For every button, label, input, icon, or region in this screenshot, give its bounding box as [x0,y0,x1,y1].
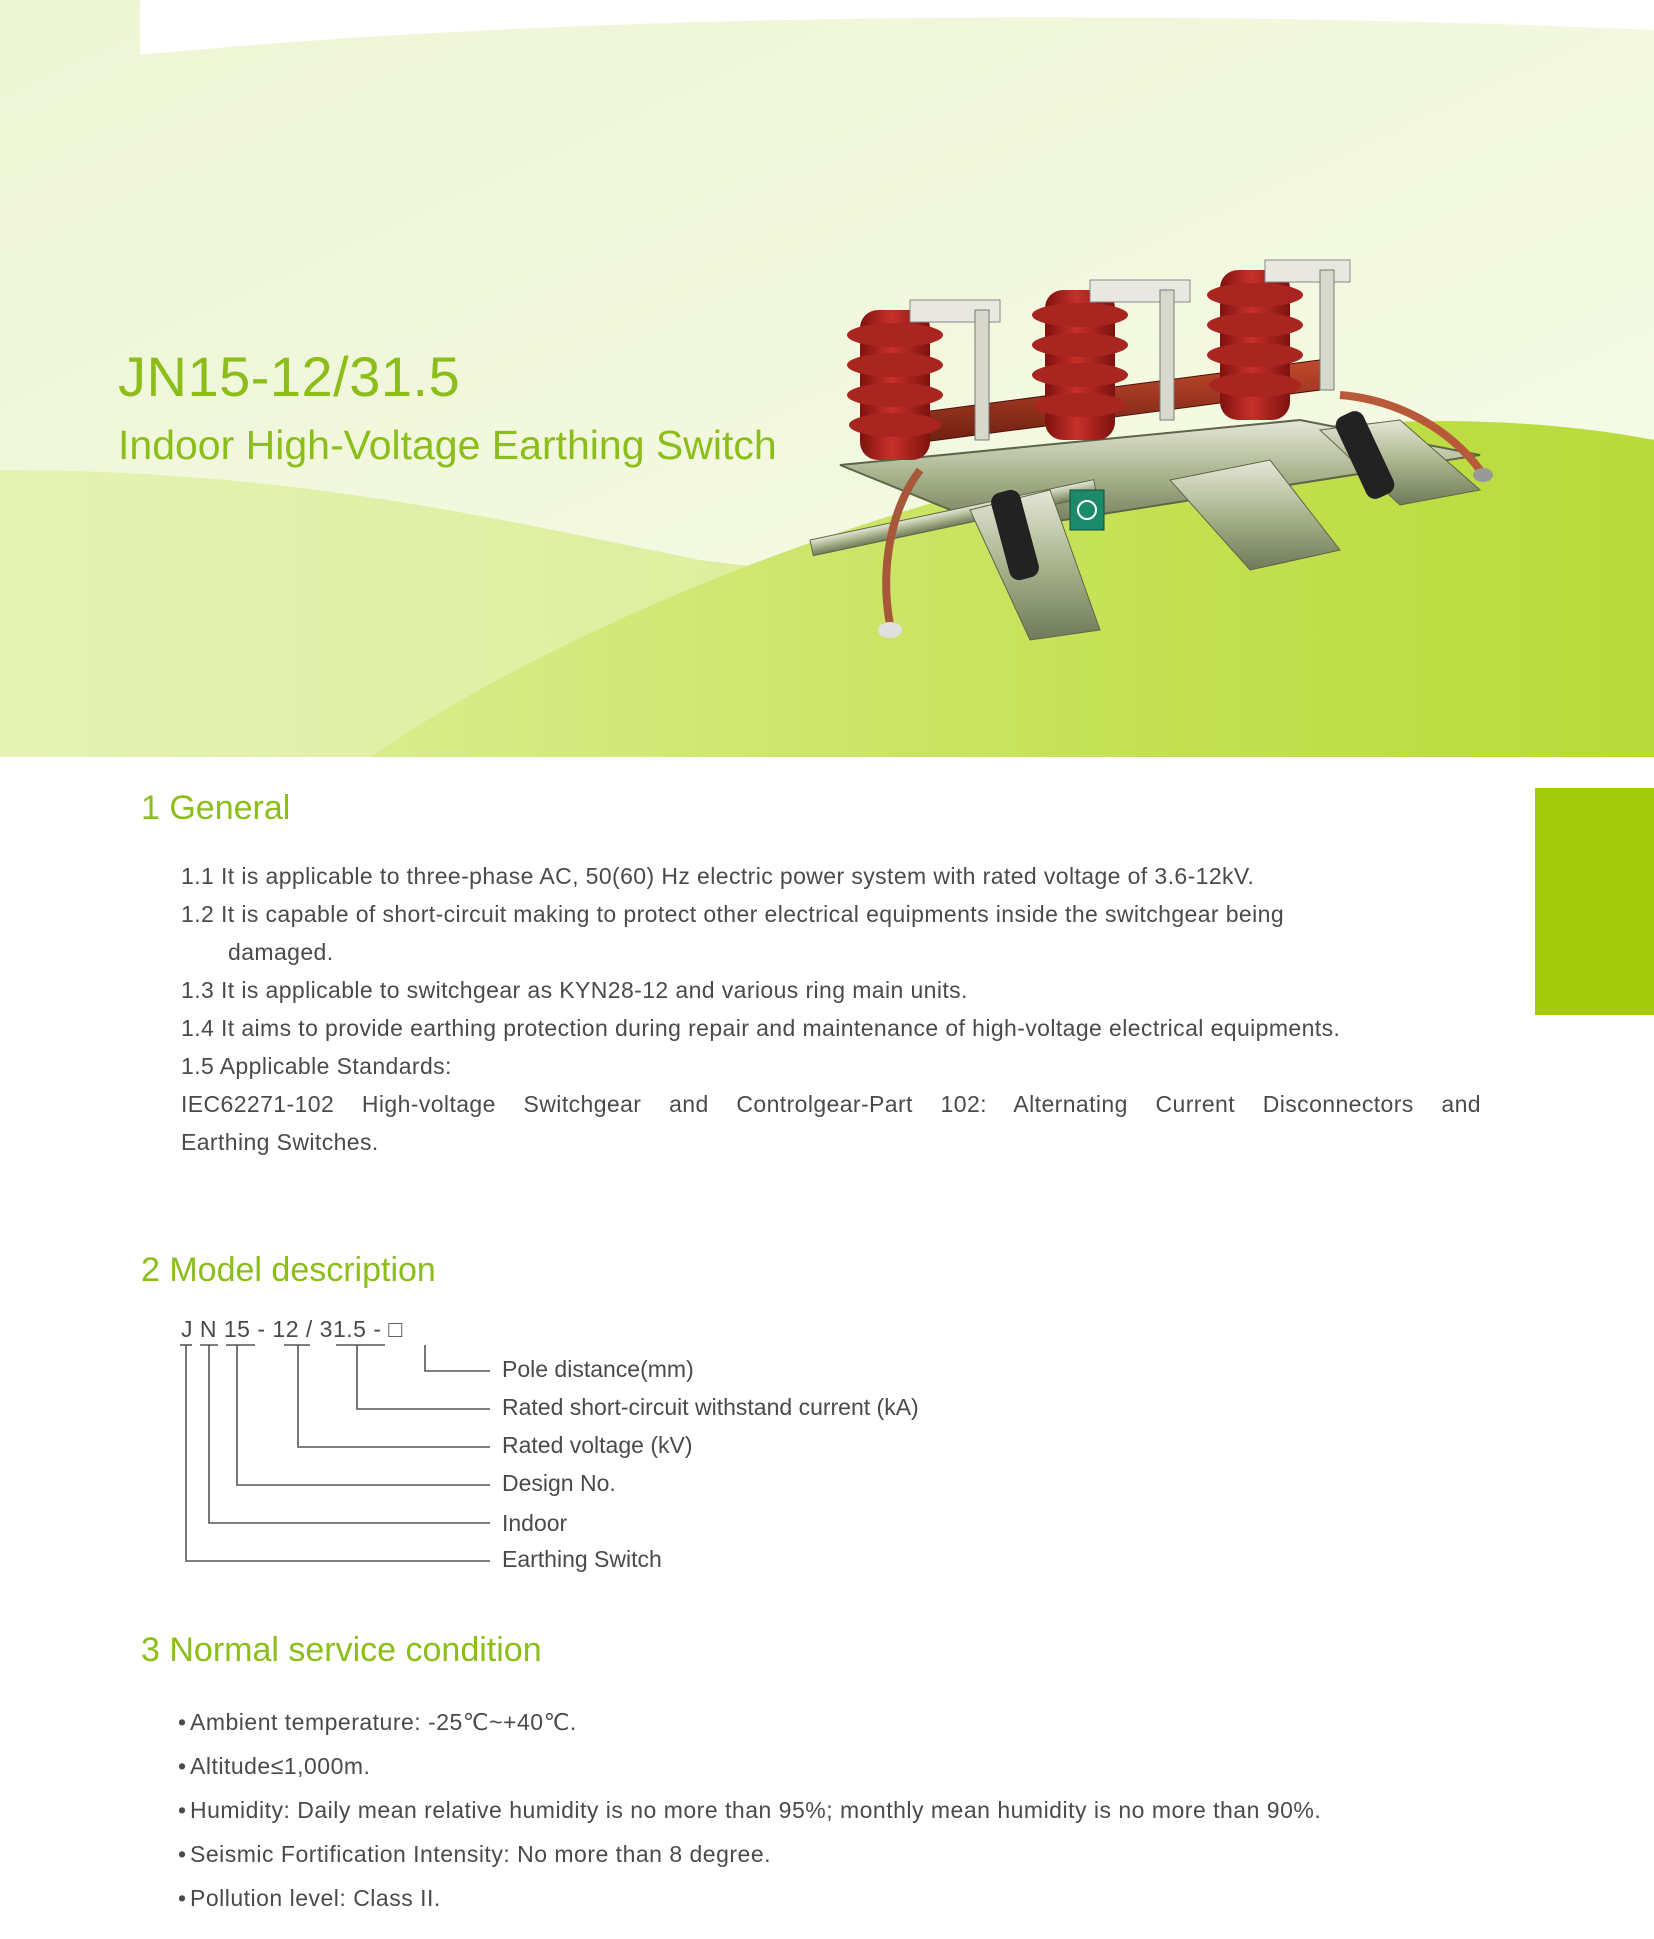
earthing-switch-illustration [800,250,1500,670]
section-title-model: 2 Model description [141,1251,436,1289]
model-label-indoor: Indoor [502,1510,568,1536]
general-text [181,857,1481,1161]
model-label-design-no: Design No. [502,1470,616,1496]
general-line: 1.4 It aims to provide earthing protection during repair and maintenance of high-voltage electrical equipments. [181,1015,1341,1041]
title-block [118,345,777,471]
model-label-pole-distance: Pole distance(mm) [502,1356,694,1382]
product-subtitle: Indoor High-Voltage Earthing Switch [118,422,777,468]
list-item: • Altitude≤1,000m. [178,1744,1321,1788]
product-model: JN15-12/31.5 [118,345,461,408]
model-label-earthing-switch: Earthing Switch [502,1546,662,1572]
bullet-icon: • [178,1841,187,1867]
general-line: 1.1 It is applicable to three-phase AC, 50(60) Hz electric power system with rated voltage of 3.6-12kV. [181,863,1255,889]
list-item: • Seismic Fortification Intensity: No more than 8 degree. [178,1832,1321,1876]
model-code: J N 15 - 12 / 31.5 - □ [181,1316,403,1342]
model-label-rated-voltage: Rated voltage (kV) [502,1432,693,1458]
general-line: 1.5 Applicable Standards: [181,1053,452,1079]
list-item: • Ambient temperature: -25℃~+40℃. [178,1700,1321,1744]
bullet-icon: • [178,1753,187,1779]
general-line: damaged. [228,939,334,965]
general-line: 1.2 It is capable of short-circuit making to protect other electrical equipments inside the switchgear being [181,901,1285,927]
bullet-icon: • [178,1709,187,1735]
side-tab [1535,788,1654,1015]
general-line: IEC62271-102 High-voltage Switchgear and Controlgear-Part 102: Alternating Current Disconnectors and [181,1091,1481,1117]
service-conditions-list [178,1700,1321,1920]
section-title-general: 1 General [141,789,291,827]
section-title-service: 3 Normal service condition [141,1631,542,1669]
general-line: 1.3 It is applicable to switchgear as KYN28-12 and various ring main units. [181,977,968,1003]
list-item: • Pollution level: Class II. [178,1876,1321,1920]
bullet-icon: • [178,1797,187,1823]
general-line: Earthing Switches. [181,1129,379,1155]
model-label-withstand-current: Rated short-circuit withstand current (kA) [502,1394,919,1420]
bullet-icon: • [178,1885,187,1911]
product-image [800,250,1500,670]
list-item: • Humidity: Daily mean relative humidity is no more than 95%; monthly mean humidity is no more than 90%. [178,1788,1321,1832]
